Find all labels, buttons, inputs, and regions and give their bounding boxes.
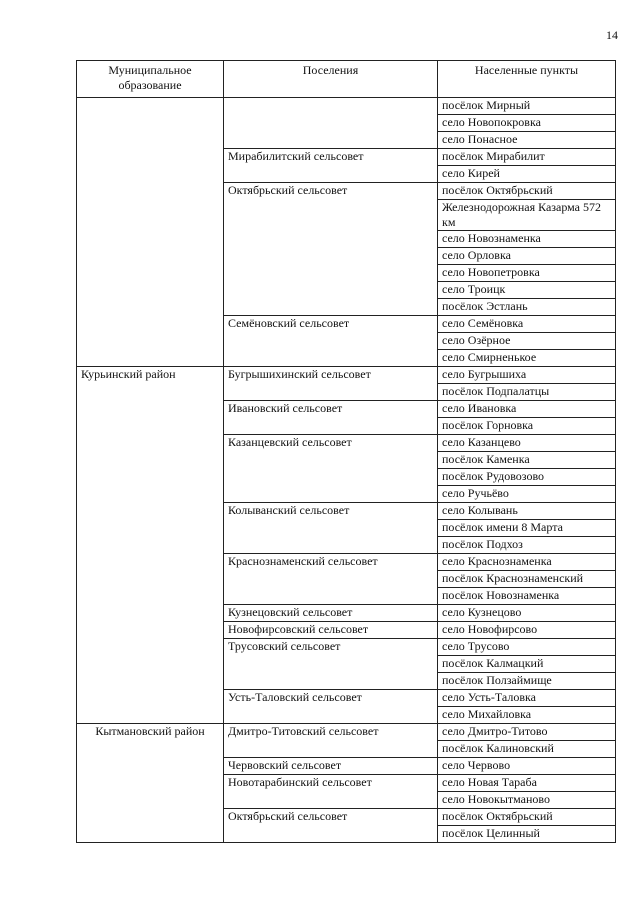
locality-cell: посёлок Мирный: [438, 98, 616, 115]
locality-cell: посёлок Подпалатцы: [438, 384, 616, 401]
locality-cell: село Новознаменка: [438, 231, 616, 248]
locality-cell: село Краснознаменка: [438, 554, 616, 571]
locality-cell: посёлок Каменка: [438, 452, 616, 469]
locality-cell: село Троицк: [438, 282, 616, 299]
locality-cell: посёлок Калмацкий: [438, 656, 616, 673]
locality-cell: село Орловка: [438, 248, 616, 265]
locality-cell: посёлок Эстлань: [438, 299, 616, 316]
settlement-cell: Ивановский сельсовет: [224, 401, 438, 435]
settlement-cell: Октябрьский сельсовет: [224, 183, 438, 316]
table-row: [77, 724, 616, 741]
locality-cell: посёлок Краснознаменский: [438, 571, 616, 588]
settlement-cell: [224, 98, 438, 149]
table-body: [77, 98, 616, 843]
locality-cell: село Кузнецово: [438, 605, 616, 622]
locality-cell: посёлок Октябрьский: [438, 183, 616, 200]
locality-cell: село Усть-Таловка: [438, 690, 616, 707]
locality-cell: посёлок Мирабилит: [438, 149, 616, 166]
locality-cell: село Трусово: [438, 639, 616, 656]
locality-cell: село Бугрышиха: [438, 367, 616, 384]
header-settlement: Поселения: [224, 61, 438, 98]
locality-cell: посёлок Калиновский: [438, 741, 616, 758]
locality-cell: Железнодорожная Казарма 572 км: [438, 200, 616, 231]
locality-cell: посёлок Новознаменка: [438, 588, 616, 605]
page-number: 14: [606, 28, 618, 42]
settlement-cell: Колыванский сельсовет: [224, 503, 438, 554]
table-header-row: [77, 61, 616, 98]
locality-cell: посёлок Целинный: [438, 826, 616, 843]
table-row: [77, 98, 616, 115]
locality-cell: село Семёновка: [438, 316, 616, 333]
settlement-cell: Кузнецовский сельсовет: [224, 605, 438, 622]
settlement-cell: Усть-Таловский сельсовет: [224, 690, 438, 724]
settlement-cell: Бугрышихинский сельсовет: [224, 367, 438, 401]
settlements-table: [76, 60, 616, 843]
locality-cell: посёлок Горновка: [438, 418, 616, 435]
municipality-cell: [77, 98, 224, 367]
locality-cell: село Озёрное: [438, 333, 616, 350]
locality-cell: село Ивановка: [438, 401, 616, 418]
locality-cell: посёлок Ползаймище: [438, 673, 616, 690]
locality-cell: посёлок имени 8 Марта: [438, 520, 616, 537]
locality-cell: село Дмитро-Титово: [438, 724, 616, 741]
locality-cell: село Казанцево: [438, 435, 616, 452]
locality-cell: посёлок Подхоз: [438, 537, 616, 554]
settlement-cell: Краснознаменский сельсовет: [224, 554, 438, 605]
settlement-cell: Октябрьский сельсовет: [224, 809, 438, 843]
settlement-cell: Новотарабинский сельсовет: [224, 775, 438, 809]
locality-cell: посёлок Рудовозово: [438, 469, 616, 486]
locality-cell: село Кирей: [438, 166, 616, 183]
locality-cell: село Новопокровка: [438, 115, 616, 132]
locality-cell: село Новопетровка: [438, 265, 616, 282]
header-municipality: Муниципальное образование: [77, 61, 224, 98]
locality-cell: село Ручьёво: [438, 486, 616, 503]
locality-cell: село Смирненькое: [438, 350, 616, 367]
settlement-cell: Дмитро-Титовский сельсовет: [224, 724, 438, 758]
header-localities: Населенные пункты: [438, 61, 616, 98]
settlement-cell: Мирабилитский сельсовет: [224, 149, 438, 183]
settlement-cell: Казанцевский сельсовет: [224, 435, 438, 503]
locality-cell: посёлок Октябрьский: [438, 809, 616, 826]
settlement-cell: Новофирсовский сельсовет: [224, 622, 438, 639]
locality-cell: село Новокытманово: [438, 792, 616, 809]
locality-cell: село Михайловка: [438, 707, 616, 724]
table-row: [77, 367, 616, 384]
locality-cell: село Новофирсово: [438, 622, 616, 639]
locality-cell: село Червово: [438, 758, 616, 775]
locality-cell: село Новая Тараба: [438, 775, 616, 792]
settlement-cell: Трусовский сельсовет: [224, 639, 438, 690]
settlement-cell: Червовский сельсовет: [224, 758, 438, 775]
locality-cell: село Колывань: [438, 503, 616, 520]
municipality-cell: Курьинский район: [77, 367, 224, 724]
locality-cell: село Понасное: [438, 132, 616, 149]
municipality-cell: Кытмановский район: [77, 724, 224, 843]
settlement-cell: Семёновский сельсовет: [224, 316, 438, 367]
